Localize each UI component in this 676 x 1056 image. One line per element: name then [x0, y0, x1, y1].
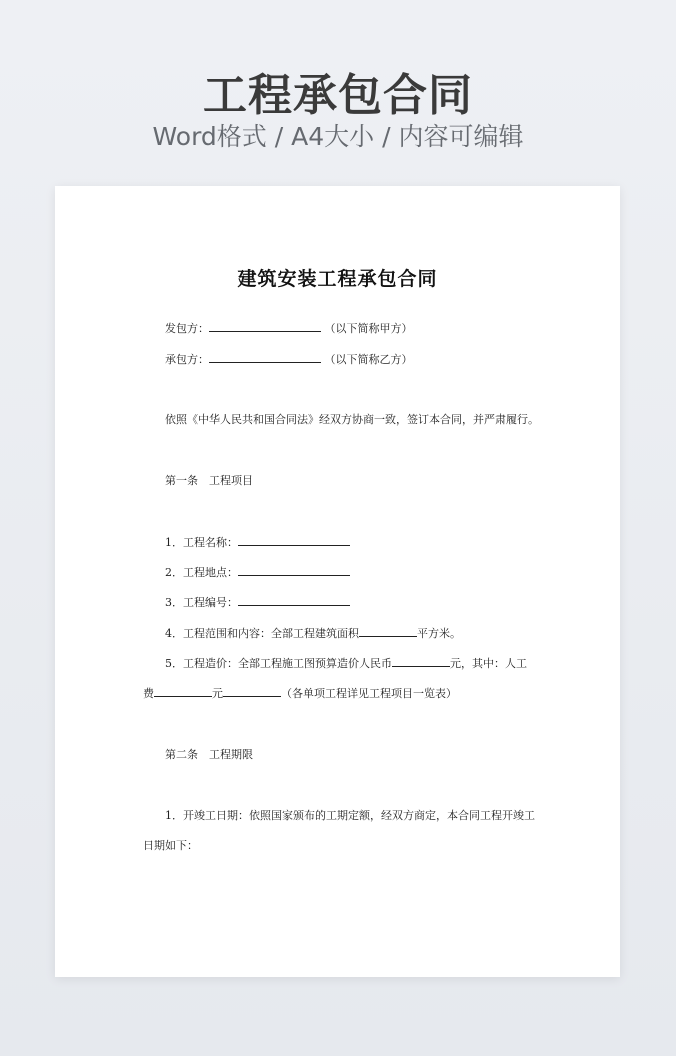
article2-heading: 第二条 工程期限 [165, 748, 253, 761]
party-b-line [165, 351, 413, 368]
scope-text: 4．工程范围和内容：全部工程建筑面积 [165, 627, 359, 640]
project-number-label: 3．工程编号： [165, 596, 238, 609]
party-b-blank[interactable] [209, 351, 321, 363]
party-a-line [165, 320, 413, 337]
article1-item4 [165, 625, 461, 642]
article1-item1 [165, 534, 350, 551]
article1-item3 [165, 594, 350, 611]
document-page [55, 186, 620, 977]
party-b-label: 承包方： [165, 353, 209, 366]
cost-post: 元，其中：人工 [450, 657, 527, 670]
area-unit: 平方米。 [417, 627, 461, 640]
cost-text: 5．工程造价：全部工程施工图预算造价人民币 [165, 657, 392, 670]
extra-blank[interactable] [223, 685, 281, 697]
article1-heading: 第一条 工程项目 [165, 474, 253, 487]
project-number-blank[interactable] [238, 594, 350, 606]
party-a-note: （以下简称甲方） [324, 322, 413, 335]
item-list-note: （各单项工程详见工程项目一览表） [281, 687, 457, 700]
document-title: 建筑安装工程承包合同 [237, 268, 438, 290]
article2-item1-line1: 1．开竣工日期：依照国家颁布的工期定额，经双方商定，本合同工程开竣工 [165, 809, 535, 822]
project-location-label: 2．工程地点： [165, 566, 238, 579]
party-a-blank[interactable] [209, 320, 321, 332]
article1-item5-cont [143, 685, 457, 702]
project-name-label: 1．工程名称： [165, 536, 238, 549]
cost-blank[interactable] [392, 655, 450, 667]
labor-unit: 元 [212, 687, 223, 700]
banner-subtitle: Word格式 / A4大小 / 内容可编辑 [152, 122, 524, 151]
party-a-label: 发包方： [165, 322, 209, 335]
article2-item1-line2: 日期如下： [143, 839, 198, 852]
labor-label: 费 [143, 687, 154, 700]
party-b-note: （以下简称乙方） [324, 353, 413, 366]
area-blank[interactable] [359, 625, 417, 637]
article1-item5 [165, 655, 527, 672]
project-name-blank[interactable] [238, 534, 350, 546]
banner-title: 工程承包合同 [203, 70, 473, 121]
project-location-blank[interactable] [238, 564, 350, 576]
labor-blank[interactable] [154, 685, 212, 697]
article1-item2 [165, 564, 350, 581]
preamble: 依照《中华人民共和国合同法》经双方协商一致，签订本合同，并严肃履行。 [165, 413, 539, 426]
